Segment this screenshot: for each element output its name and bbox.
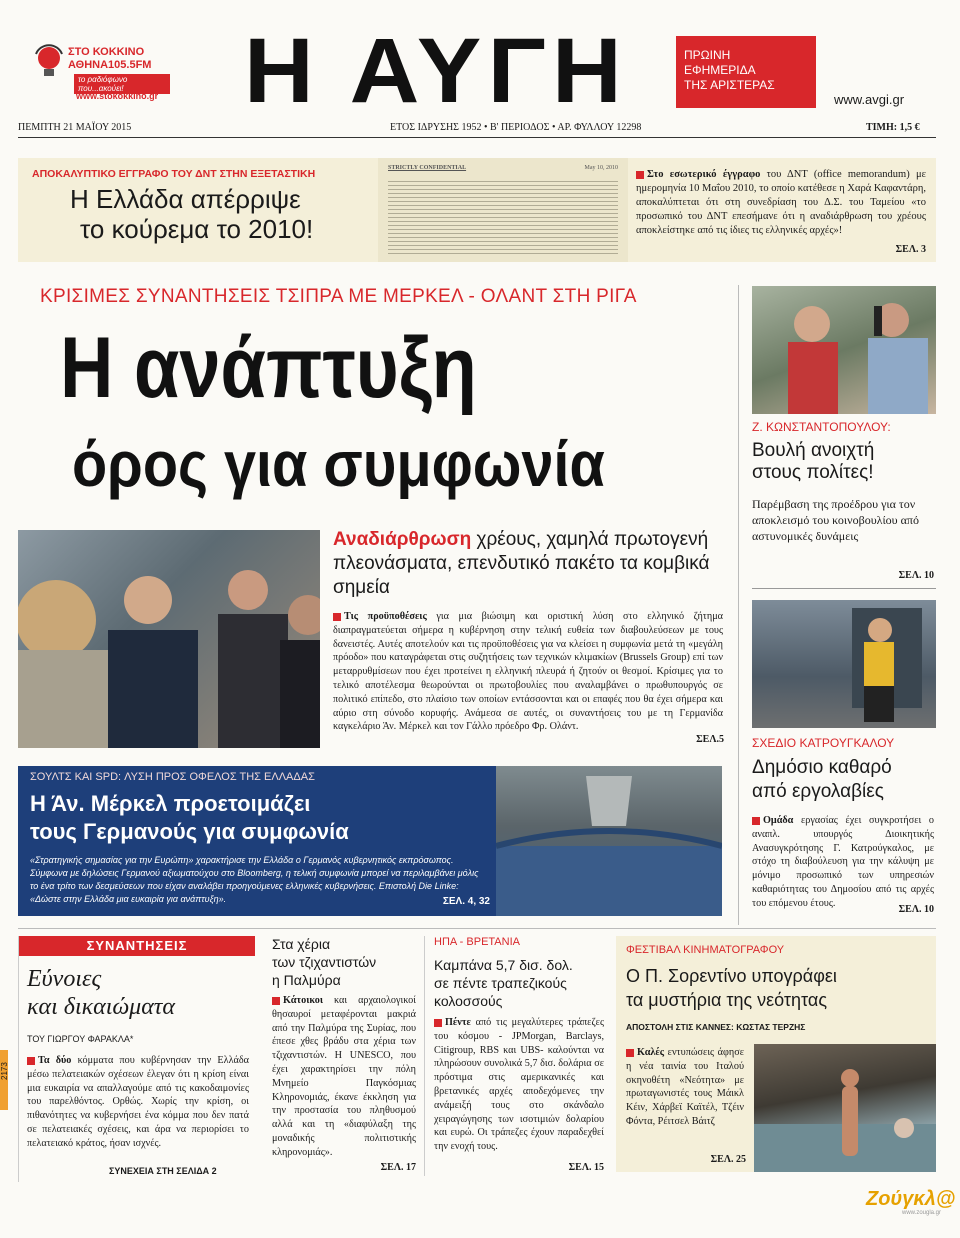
katr-kicker: ΣΧΕΔΙΟ ΚΑΤΡΟΥΓΚΑΛΟΥ bbox=[752, 736, 895, 750]
bullet-icon bbox=[752, 817, 760, 825]
bottom-divider bbox=[18, 928, 936, 929]
main-headline-2: όρος για συμφωνία bbox=[72, 428, 605, 500]
imf-headline-1: Η Ελλάδα απέρριψε bbox=[70, 184, 301, 214]
main-sub-red: Αναδιάρθρωση bbox=[333, 529, 472, 550]
festival-page-ref[interactable]: ΣΕΛ. 25 bbox=[710, 1154, 746, 1165]
column-body bbox=[27, 1054, 249, 1151]
bundestag-eagle bbox=[496, 766, 722, 916]
konst-headline-2: στους πολίτες! bbox=[752, 462, 874, 483]
column-headline-2: και δικαιώματα bbox=[27, 994, 175, 1020]
imf-section[interactable] bbox=[18, 158, 936, 262]
main-lead: Τις προϋποθέσεις bbox=[344, 611, 427, 622]
doc-date: May 10, 2010 bbox=[584, 165, 618, 171]
banks-kicker: ΗΠΑ - ΒΡΕΤΑΝΙΑ bbox=[434, 936, 520, 948]
imf-body bbox=[636, 168, 926, 238]
tagline-line-1: ΠΡΩΙΝΗ bbox=[684, 48, 731, 62]
main-page-ref[interactable]: ΣΕΛ.5 bbox=[696, 734, 724, 745]
banks-section[interactable] bbox=[434, 936, 606, 1182]
bullet-icon bbox=[434, 1019, 442, 1027]
festival-section[interactable] bbox=[616, 936, 936, 1172]
imf-document-image bbox=[378, 158, 628, 262]
imf-lead: Στο εσωτερικό έγγραφο bbox=[647, 169, 761, 180]
bundestag-photo bbox=[496, 766, 722, 916]
zougla-url: www.zougla.gr bbox=[902, 1210, 942, 1216]
radio-frequency: ΑΘΗΝΑ105.5FM bbox=[68, 59, 152, 71]
konst-body: Παρέμβαση της προέδρου για τον αποκλεισμό του κοινοβουλίου από αστυνομικές δυνάμεις bbox=[752, 497, 919, 543]
konstantopoulou-silhouettes bbox=[752, 286, 936, 414]
right-divider-1 bbox=[752, 588, 936, 589]
merkel-headline-2: τους Γερμανούς για συμφωνία bbox=[30, 819, 349, 844]
konst-page-ref[interactable]: ΣΕΛ. 10 bbox=[898, 570, 934, 581]
imf-headline-2: το κούρεμα το 2010! bbox=[80, 214, 314, 244]
imf-text: του ΔΝΤ (office memorandum) με ημερομηνία 10 Μαΐου 2010, το οποίο κατέθεσε η Χαρά Καφαντάρη, αποκαλύπτεται ότι στη συνεδρίαση του Δ.Σ. του Ταμείου «το προσωπικό του ΔΝΤ επεσήμανε ότι η αναδιάρθρωση του χρέους αποκλείστηκε από τις ίδιες τις ελληνικές αρχές»! bbox=[636, 169, 926, 236]
cleaner-silhouette bbox=[752, 600, 936, 728]
column-author: ΤΟΥ ΓΙΩΡΓΟΥ ΦΑΡΑΚΛΑ* bbox=[27, 1034, 134, 1044]
katr-text: εργασίας έχει συγκροτήσει ο αναπλ. υπουργός Διοικητικής Ανασυγκρότησης Γ. Κατρούγκαλος, με στόχο τη διαβούλευση για την κάλυψη με μόνιμο προσωπικό των υπηρεσιών καθαριότητας του Δημοσίου από τις αρχές του επόμενου έτους. bbox=[752, 815, 934, 909]
main-headline-1: Η ανάπτυξη bbox=[60, 320, 477, 416]
banks-lead: Πέντε bbox=[445, 1017, 471, 1028]
youth-film-photo bbox=[754, 1044, 936, 1172]
festival-byline: ΑΠΟΣΤΟΛΗ ΣΤΙΣ ΚΑΝΝΕΣ: ΚΩΣΤΑΣ ΤΕΡΖΗΣ bbox=[626, 1022, 806, 1032]
radio-name: ΣΤΟ ΚΟΚΚΙΝΟ bbox=[68, 46, 145, 58]
price-line: ΤΙΜΗ: 1,5 € bbox=[866, 122, 920, 133]
column-continue[interactable]: ΣΥΝΕΧΕΙΑ ΣΤΗ ΣΕΛΙΔΑ 2 bbox=[109, 1166, 217, 1176]
palmyra-section[interactable] bbox=[272, 936, 416, 1182]
bullet-icon bbox=[272, 997, 280, 1005]
radio-lightbulb-icon bbox=[34, 44, 64, 84]
bullet-icon bbox=[626, 1049, 634, 1057]
banks-text: από τις μεγαλύτερες τράπεζες του κόσμου - JPMorgan, Barclays, Citigroup, RBS και UBS- καλούνται να πληρώσουν συνολικά 5,7 δισ. δολάρια σε πρόστιμα στις αμερικανικές και βρετανικές αρχές αποδεχόμενες την ανάμειξή τους στο σκάνδαλο χειραγώγησης των ισοτιμιών δολαρίου και ευρώ. Οι τράπεζες έχουν παραδεχθεί την ενοχή τους. bbox=[434, 1017, 604, 1153]
festival-headline-2: τα μυστήρια της νεότητας bbox=[626, 990, 827, 1010]
banks-headline-3: κολοσσούς bbox=[434, 993, 503, 1009]
festival-lead: Καλές bbox=[637, 1047, 665, 1058]
palmyra-lead: Κάτοικοι bbox=[283, 995, 323, 1006]
tagline-line-3: ΤΗΣ ΑΡΙΣΤΕΡΑΣ bbox=[684, 78, 775, 92]
radio-url[interactable]: www.stokokkino.gr bbox=[76, 91, 159, 101]
column-divider bbox=[738, 285, 739, 925]
website-link[interactable]: www.avgi.gr bbox=[834, 92, 905, 107]
main-sub-rest: χρέους, χαμηλά πρωτογενή πλεονάσματα, επενδυτικό πακέτο τα κομβικά σημεία bbox=[333, 529, 710, 598]
masthead-divider bbox=[18, 137, 936, 138]
barcode-number: 2173 bbox=[0, 1062, 9, 1080]
column-label: ΣΥΝΑΝΤΗΣΕΙΣ bbox=[19, 936, 255, 956]
bullet-icon bbox=[333, 613, 341, 621]
festival-headline-1: Ο Π. Σορεντίνο υπογράφει bbox=[626, 966, 837, 986]
palmyra-page-ref[interactable]: ΣΕΛ. 17 bbox=[380, 1162, 416, 1173]
palmyra-headline-2: των τζιχαντιστών bbox=[272, 954, 377, 970]
festival-body bbox=[626, 1046, 744, 1129]
column-text: κόμματα που κυβέρνησαν την Ελλάδα μέσω πελατειακών σχέσεων έλεγαν ότι η κρίση είναι μια ευκαιρία να απαλλαγούμε από τις κακοδαιμονίες του παρελθόντος. Ορθώς. Χωρίς την κρίση, οι πιθανότητες να κυβερνήσει ένα κόμμα που δεν πατά σε πελατειακές σχέσεις, και άρα να περιορίσει το πελατειακό κράτος, ήσαν ισχνές. bbox=[27, 1055, 249, 1149]
film-scene bbox=[754, 1044, 936, 1172]
date-line: ΠΕΜΠΤΗ 21 ΜΑΪΟΥ 2015 bbox=[18, 122, 132, 133]
column-lead: Τα δύο bbox=[38, 1055, 72, 1066]
palmyra-body bbox=[272, 994, 416, 1160]
tsipras-merkel-photo bbox=[18, 530, 320, 748]
zougla-watermark: Ζούγκλ@ bbox=[866, 1188, 956, 1210]
palmyra-headline-3: η Παλμύρα bbox=[272, 972, 341, 988]
festival-kicker: ΦΕΣΤΙΒΑΛ ΚΙΝΗΜΑΤΟΓΡΑΦΟΥ bbox=[626, 944, 785, 956]
tagline-line-2: ΕΦΗΜΕΡΙΔΑ bbox=[684, 63, 756, 77]
banks-headline-1: Καμπάνα 5,7 δισ. δολ. bbox=[434, 957, 573, 973]
katr-headline-1: Δημόσιο καθαρό bbox=[752, 757, 892, 778]
radio-ad[interactable] bbox=[30, 40, 170, 110]
barcode-strip bbox=[0, 1050, 8, 1110]
katr-body bbox=[752, 814, 934, 911]
merkel-section[interactable] bbox=[18, 766, 496, 916]
masthead-tagline bbox=[676, 36, 816, 108]
banks-headline-2: σε πέντε τραπεζικούς bbox=[434, 975, 567, 991]
imf-page-ref[interactable]: ΣΕΛ. 3 bbox=[895, 244, 926, 255]
column-section[interactable] bbox=[18, 936, 254, 1182]
issue-line: ΕΤΟΣ ΙΔΡΥΣΗΣ 1952 • Β' ΠΕΡΙΟΔΟΣ • ΑΡ. ΦΥΛΛΟΥ 12298 bbox=[390, 122, 642, 133]
merkel-headline-1: Η Άν. Μέρκελ προετοιμάζει bbox=[30, 791, 311, 816]
katr-lead: Ομάδα bbox=[763, 815, 794, 826]
palmyra-text: και αρχαιολογικοί θησαυροί μεταφέρονται μακριά από την Παλμύρα της Συρίας, που έπεσε χθες βράδυ στα χέρια των τζιχαντιστών. Η UNESCO, που έχει χαρακτηρίσει την πόλη Μνημείο Παγκόσμιας Κληρονομιάς, έκανε έκκληση για την προστασία του πληθυσμού αλλά και τη «διαφύλαξη της μοναδικής πολιτιστικής κληρονομιάς». bbox=[272, 995, 416, 1158]
imf-kicker: ΑΠΟΚΑΛΥΠΤΙΚΟ ΕΓΓΡΑΦΟ ΤΟΥ ΔΝΤ ΣΤΗΝ ΕΞΕΤΑΣΤΙΚΗ bbox=[32, 168, 316, 180]
people-silhouettes bbox=[18, 530, 320, 748]
column-headline-1: Εύνοιες bbox=[27, 966, 102, 992]
konst-headline-1: Βουλή ανοιχτή bbox=[752, 440, 875, 461]
banks-page-ref[interactable]: ΣΕΛ. 15 bbox=[568, 1162, 604, 1173]
cleaner-photo bbox=[752, 600, 936, 728]
main-body bbox=[333, 610, 723, 734]
main-subheadline bbox=[333, 528, 723, 600]
bottom-vdivider-1 bbox=[424, 936, 425, 1176]
katr-page-ref[interactable]: ΣΕΛ. 10 bbox=[898, 904, 934, 915]
katr-headline-2: από εργολαβίες bbox=[752, 781, 884, 802]
masthead-title: Η ΑΥΓΗ bbox=[244, 20, 629, 122]
main-text: για μια βιώσιμη και οριστική λύση στο ελληνικό ζήτημα διαπραγματεύεται σήμερα η κυβέρνηση στην τελική ευθεία των διαβουλεύσεων με τους δανειστές. Αυτές αποτελούν και τις προϋποθέσεις για να κλείσει η συμφωνία μετά τη «μεγάλη πρόοδο» που καταγράφεται στις συζητήσεις των τεχνικών κλιμακίων (Brussels Group) επί των μεταρρυθμίσεων που έχει προτείνει η ελληνική πλευρά ή ζητούν οι θεσμοί. Κρίσιμες για το τελικό αποτέλεσμα θεωρούνται οι πρωτοβουλίες που αναλαμβάνει ο πρωθυπουργός σε πολιτικό επίπεδο, στο πλαίσιο των οποίων εντάσσονται και οι επαφές που θα έχει σήμερα και αύριο στη σύνοδο κορυφής. Ανάμεσα σε αυτές, οι συναντήσεις του με τη Γερμανίδα καγκελάριο Άν. Μέρκελ και τον Γάλλο πρόεδρο Φρ. Ολάντ. bbox=[333, 611, 723, 733]
festival-text: εντυπώσεις άφησε η νέα ταινία του Ιταλού σκηνοθέτη «Νεότητα» με πρωταγωνιστές τους Μάικλ Κέιν, Χάρβεϊ Καϊτέλ, Τζέιν Φόντα, Ρέιτσελ Βάιτζ bbox=[626, 1047, 744, 1127]
bullet-icon bbox=[27, 1057, 35, 1065]
doc-stamp: STRICTLY CONFIDENTIAL bbox=[388, 165, 467, 171]
bullet-icon bbox=[636, 171, 644, 179]
merkel-page-ref[interactable]: ΣΕΛ. 4, 32 bbox=[442, 896, 490, 907]
konstantopoulou-photo bbox=[752, 286, 936, 414]
konst-kicker: Ζ. ΚΩΝΣΤΑΝΤΟΠΟΥΛΟΥ: bbox=[752, 420, 891, 434]
doc-text-lines bbox=[388, 178, 618, 254]
banks-body bbox=[434, 1016, 604, 1154]
main-kicker: ΚΡΙΣΙΜΕΣ ΣΥΝΑΝΤΗΣΕΙΣ ΤΣΙΠΡΑ ΜΕ ΜΕΡΚΕΛ - ΟΛΑΝΤ ΣΤΗ ΡΙΓΑ bbox=[40, 286, 637, 307]
radio-slogan: το ραδιόφωνο που...ακούει! bbox=[74, 74, 170, 94]
merkel-kicker: ΣΟΥΛΤΣ ΚΑΙ SPD: ΛΥΣΗ ΠΡΟΣ ΟΦΕΛΟΣ ΤΗΣ ΕΛΛΑΔΑΣ bbox=[30, 771, 315, 783]
palmyra-headline-1: Στα χέρια bbox=[272, 936, 331, 952]
merkel-body: «Στρατηγικής σημασίας για την Ευρώπη» χαρακτήρισε την Ελλάδα ο Γερμανός κυβερνητικός εκπρόσωπος. Σύμφωνα με δηλώσεις Γερμανού αξιωματούχου στο Bloomberg, η τελική συμφωνία μπορεί να περιλαμβάνει μόλις το ένα τρίτο των δεσμεύσεων που είχαν αναλάβει προηγούμενες ελληνικές κυβερνήσεις. Επιστολή Die Linke: «Δώστε στην Ελλάδα μια ευκαιρία για ανάπτυξη». bbox=[30, 855, 479, 904]
